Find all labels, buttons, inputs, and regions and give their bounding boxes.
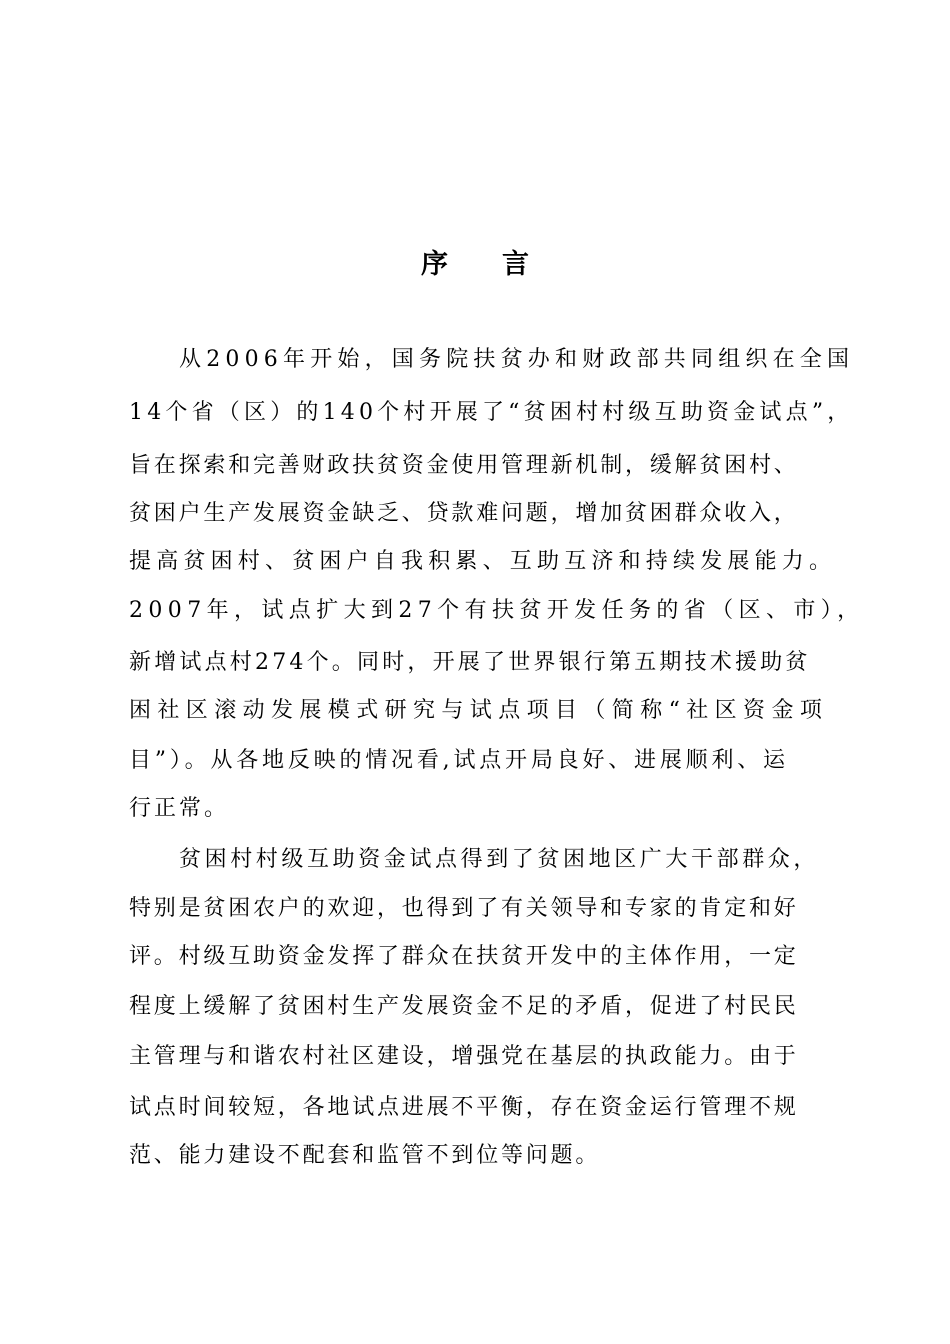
paragraph-1-line-3: 旨在探索和完善财政扶贫资金使用管理新机制，缓解贫困村、 bbox=[129, 453, 799, 478]
paragraph-1-line-9: 目”）。从各地反映的情况看,试点开局良好、进展顺利、运 bbox=[129, 748, 789, 773]
paragraph-2-line-2: 特别是贫困农户的欢迎，也得到了有关领导和专家的肯定和好 bbox=[129, 896, 799, 921]
paragraph-1-line-7: 新增试点村274个。同时，开展了世界银行第五期技术援助贫 bbox=[129, 650, 811, 675]
paragraph-2-line-3: 评。村级互助资金发挥了群众在扶贫开发中的主体作用，一定 bbox=[129, 944, 799, 969]
paragraph-1-line-10: 行正常。 bbox=[129, 796, 230, 821]
paragraph-2-line-7: 范、能力建设不配套和监管不到位等问题。 bbox=[129, 1143, 601, 1168]
paragraph-2-line-5: 主管理与和谐农村社区建设，增强党在基层的执政能力。由于 bbox=[129, 1044, 799, 1069]
paragraph-1-line-6: 2007年，试点扩大到27个有扶贫开发任务的省（区、市）， bbox=[129, 598, 865, 623]
paragraph-2-line-6: 试点时间较短，各地试点进展不平衡，存在资金运行管理不规 bbox=[129, 1095, 799, 1120]
paragraph-2-line-1: 贫困村村级互助资金试点得到了贫困地区广大干部群众， bbox=[179, 847, 820, 872]
paragraph-1-line-4: 贫困户生产发展资金缺乏、贷款难问题，增加贫困群众收入， bbox=[129, 501, 799, 526]
title-char-1: 序 bbox=[421, 249, 448, 280]
title-char-2: 言 bbox=[502, 249, 529, 280]
paragraph-1-line-5: 提高贫困村、贫困户自我积累、互助互济和持续发展能力。 bbox=[129, 549, 837, 574]
page-title bbox=[0, 242, 950, 281]
paragraph-1-line-8: 困社区滚动发展模式研究与试点项目（简称“社区资金项 bbox=[129, 698, 829, 723]
paragraph-1-line-1: 从2006年开始，国务院扶贫办和财政部共同组织在全国 bbox=[179, 347, 855, 372]
paragraph-1-line-2: 14个省（区）的140个村开展了“贫困村村级互助资金试点”， bbox=[129, 400, 854, 425]
paragraph-2-line-4: 程度上缓解了贫困村生产发展资金不足的矛盾，促进了村民民 bbox=[129, 994, 799, 1019]
